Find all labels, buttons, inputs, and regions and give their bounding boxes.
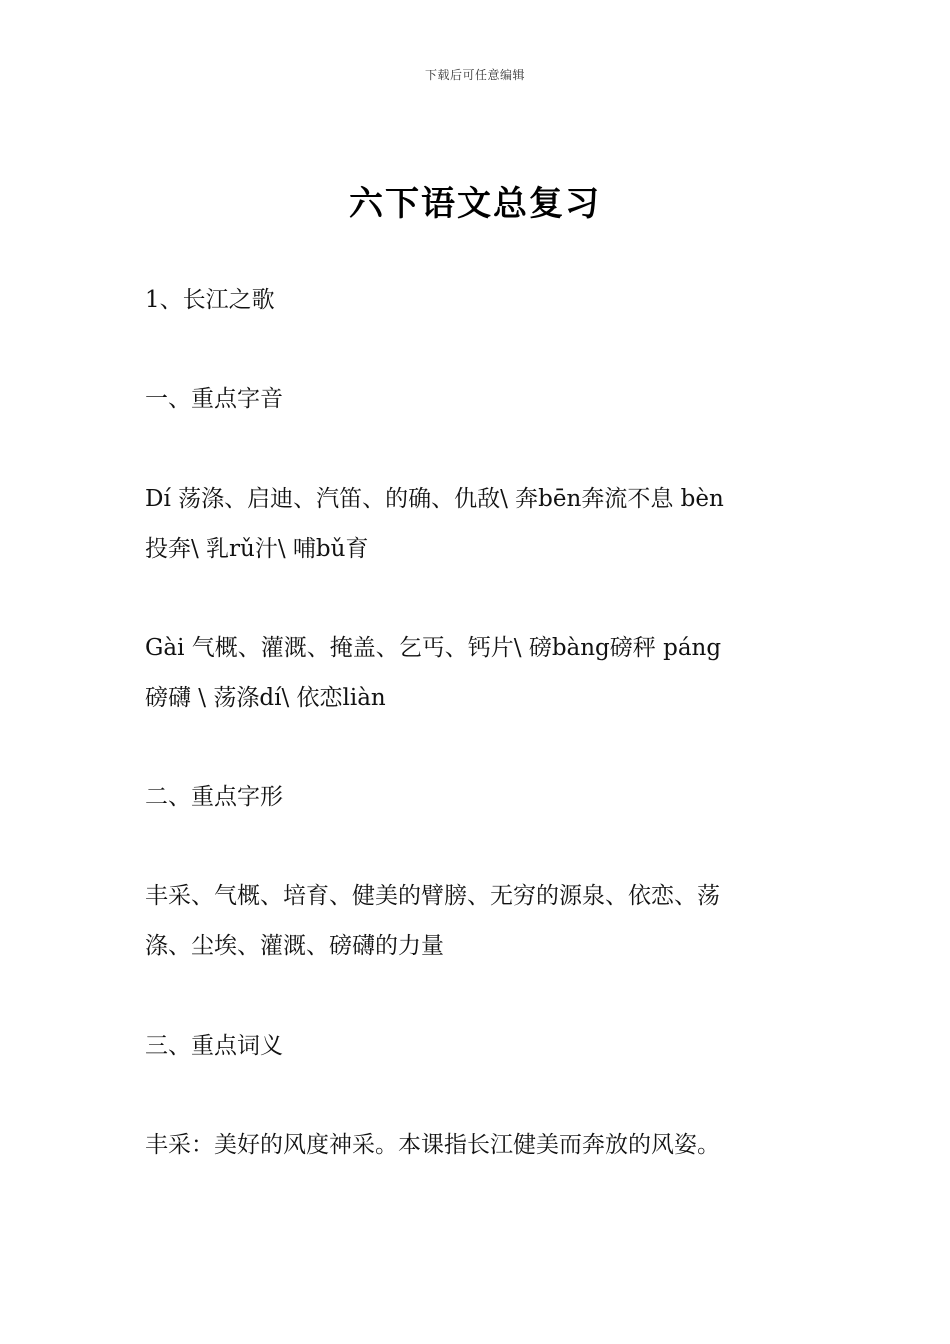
pronunciation-p2-line2: 磅礴 \ 荡涤dí\ 依恋liàn — [145, 685, 386, 711]
pronunciation-p1-line2: 投奔\ 乳rǔ汁\ 哺bǔ育 — [145, 536, 369, 562]
pronunciation-p2-line1: Gài 气概、灌溉、掩盖、乞丐、钙片\ 磅bàng磅秤 páng — [145, 635, 722, 661]
glyph-heading: 二、重点字形 — [145, 784, 283, 810]
meaning-paragraph: 丰采：美好的风度神采。本课指长江健美而奔放的风姿。 — [145, 1132, 720, 1158]
meaning-heading: 三、重点词义 — [145, 1033, 283, 1059]
lesson-heading: 1、长江之歌 — [145, 287, 275, 313]
pronunciation-paragraph-1 — [145, 474, 815, 574]
glyph-line1: 丰采、气概、培育、健美的臂膀、无穷的源泉、依恋、荡 — [145, 883, 720, 909]
page-title: 六下语文总复习 — [349, 184, 601, 224]
pronunciation-paragraph-2 — [145, 623, 815, 723]
glyph-paragraph — [145, 871, 815, 971]
glyph-line2: 涤、尘埃、灌溉、磅礴的力量 — [145, 933, 444, 959]
pronunciation-heading: 一、重点字音 — [145, 386, 283, 412]
header-note: 下载后可任意编辑 — [424, 68, 525, 82]
pronunciation-p1-line1: Dí 荡涤、启迪、汽笛、的确、仇敌\ 奔bēn奔流不息 bèn — [145, 486, 724, 512]
